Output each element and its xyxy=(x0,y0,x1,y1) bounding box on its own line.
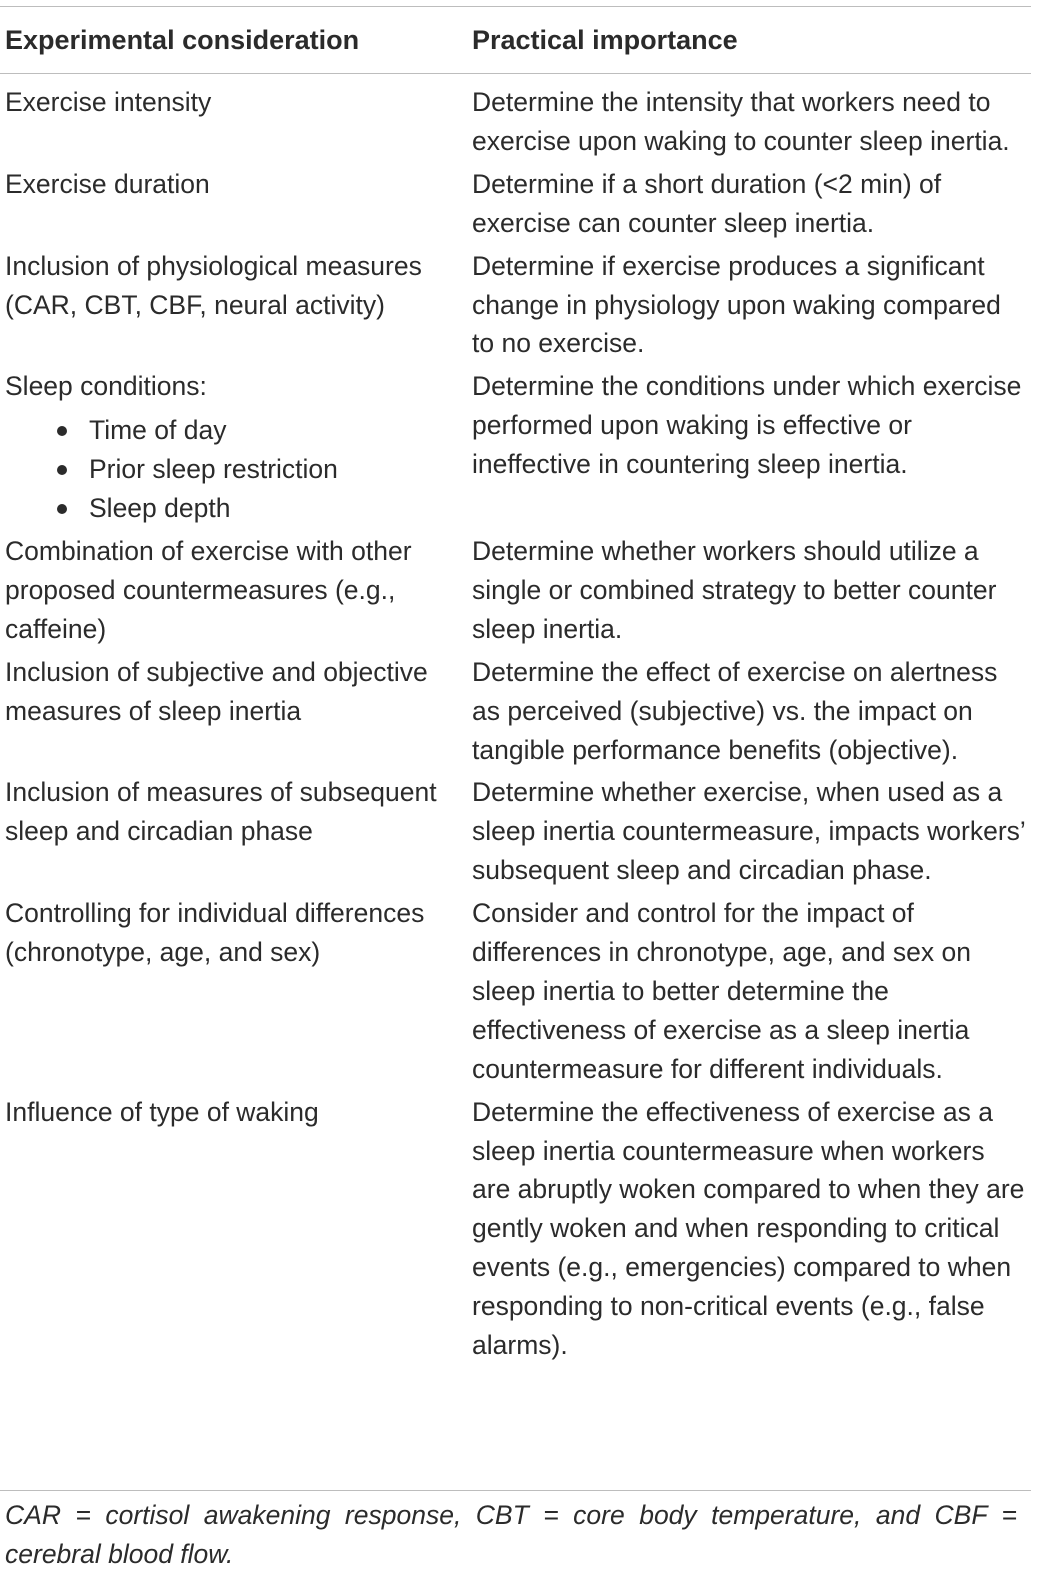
list-item-text: Time of day xyxy=(89,415,227,446)
consideration-cell: Inclusion of physiological measures (CAR, CBT, CBF, neural activity) xyxy=(5,250,422,320)
consideration-cell: Controlling for individual differences (chronotype, age, and sex) xyxy=(5,898,425,968)
importance-cell: Determine the effect of exercise on alertness as perceived (subjective) vs. the impact on tangible performance benefits (objective). xyxy=(472,656,998,765)
bullet-icon xyxy=(57,426,67,436)
table-row xyxy=(0,165,1031,243)
list-item-text: Sleep depth xyxy=(89,493,231,524)
sleep-conditions-label: Sleep conditions: xyxy=(5,371,207,402)
consideration-cell: Exercise intensity xyxy=(5,87,212,117)
table-row xyxy=(0,247,1031,364)
bullet-icon xyxy=(57,465,67,475)
header-practical-importance: Practical importance xyxy=(472,24,738,55)
table-row xyxy=(0,1093,1031,1365)
importance-cell: Determine if a short duration (<2 min) of exercise can counter sleep inertia. xyxy=(472,168,942,238)
consideration-cell xyxy=(0,367,472,528)
table-row xyxy=(0,773,1031,890)
consideration-cell: Combination of exercise with other proposed countermeasures (e.g., caffeine) xyxy=(5,535,412,644)
table-row xyxy=(0,83,1031,161)
importance-cell: Determine whether workers should utilize a single or combined strategy to better counter sleep inertia. xyxy=(472,535,997,644)
consideration-cell: Exercise duration xyxy=(5,168,210,199)
importance-cell: Determine the intensity that workers need to exercise upon waking to counter sleep inertia. xyxy=(472,87,1010,156)
importance-cell: Determine if exercise produces a significant change in physiology upon waking compared to no exercise. xyxy=(472,250,1001,359)
importance-cell: Determine whether exercise, when used as a sleep inertia countermeasure, impacts workers’ subsequent sleep and circadian phase. xyxy=(472,777,1025,886)
table-header xyxy=(0,7,1031,73)
table-row xyxy=(0,894,1031,1089)
list-item xyxy=(5,450,472,489)
importance-cell: Determine the conditions under which exercise performed upon waking is effective or ineffective in countering sleep inertia. xyxy=(472,371,1022,480)
table-row xyxy=(0,367,1031,528)
list-item-text: Prior sleep restriction xyxy=(89,454,338,485)
table-row xyxy=(0,532,1031,649)
footnote-rule xyxy=(0,1490,1031,1491)
importance-cell: Determine the effectiveness of exercise as a sleep inertia countermeasure when workers are abruptly woken compared to when they are gently woken and when responding to critical events (e.g., emergencies) compared to when responding to non-critical events (e.g., false alarms). xyxy=(472,1096,1025,1361)
importance-cell: Consider and control for the impact of differences in chronotype, age, and sex on sleep inertia to better determine the effectiveness of exercise as a sleep inertia countermeasure for different individuals. xyxy=(472,898,971,1084)
list-item xyxy=(5,489,472,528)
bullet-icon xyxy=(57,504,67,514)
table-body xyxy=(0,74,1031,1365)
consideration-cell: Inclusion of measures of subsequent sleep and circadian phase xyxy=(5,777,437,847)
sleep-conditions-list xyxy=(5,411,472,528)
table-row xyxy=(0,653,1031,770)
list-item xyxy=(5,411,472,450)
consideration-cell: Inclusion of subjective and objective measures of sleep inertia xyxy=(5,656,428,726)
table-footnote: CAR = cortisol awakening response, CBT = core body temperature, and CBF = cerebral blood flow. xyxy=(5,1500,1017,1569)
consideration-cell: Influence of type of waking xyxy=(5,1096,319,1127)
header-experimental-consideration: Experimental consideration xyxy=(5,24,360,55)
